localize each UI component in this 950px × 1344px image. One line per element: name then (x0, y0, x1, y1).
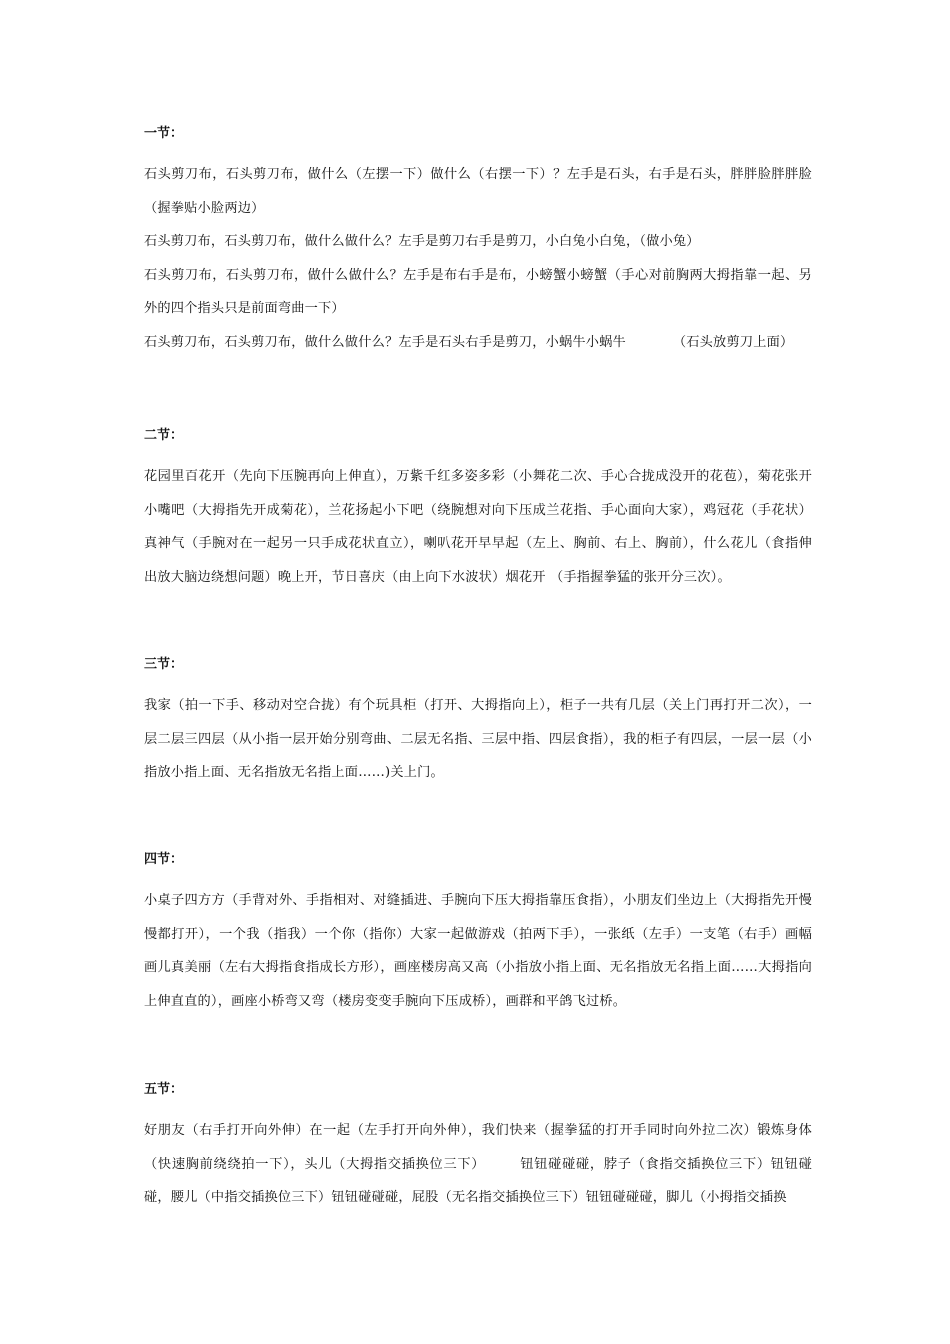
section-paragraph: 小桌子四方方（手背对外、手指相对、对缝插进、手腕向下压大拇指靠压食指），小朋友们坐边上（大拇指先开慢慢都打开），一个我（指我）一个你（指你）大家一起做游戏（拍两下手），一张纸（左手）一支笔（右手）画幅画儿真美丽（左右大拇指食指成长方形），画座楼房高又高（小指放小指上面、无名指放无名指上面……大拇指向上伸直直的），画座小桥弯又弯（楼房变变手腕向下压成桥），画群和平鸽飞过桥。 (144, 893, 812, 1009)
section-5 (144, 1080, 812, 1215)
section-heading: 二节： (144, 428, 184, 443)
section-paragraph: 我家（拍一下手、移动对空合拢）有个玩具柜（打开、大拇指向上），柜子一共有几层（关上门再打开二次），一层二层三四层（从小指一层开始分别弯曲、二层无名指、三层中指、四层食指），我的柜子有四层，一层一层（小指放小指上面、无名指放无名指上面……)关上门。 (144, 698, 812, 780)
document-body (144, 124, 812, 1205)
section-paragraph: 石头剪刀布，石头剪刀布，做什么（左摆一下）做什么（右摆一下）？左手是石头，右手是石头，胖胖脸胖胖脸（握拳贴小脸两边） (144, 167, 812, 216)
section-paragraph: 花园里百花开（先向下压腕再向上伸直），万紫千红多姿多彩（小舞花二次、手心合拢成没开的花苞），菊花张开小嘴吧（大拇指先开成菊花），兰花扬起小下吧（绕腕想对向下压成兰花指、手心面向大家），鸡冠花（手花状）真神气（手腕对在一起另一只手成花状直立），喇叭花开早早起（左上、胸前、右上、胸前），什么花儿（食指伸出放大脑边绕想问题）晚上开，节日喜庆（由上向下水波状）烟花开 （手指握拳猛的张开分三次）。 (144, 469, 812, 585)
section-paragraph: 石头剪刀布，石头剪刀布，做什么做什么？左手是布右手是布，小螃蟹小螃蟹（手心对前胸两大拇指靠一起、另外的四个指头只是前面弯曲一下） (144, 267, 812, 316)
section-heading: 三节： (144, 657, 184, 672)
section-paragraph: 石头剪刀布，石头剪刀布，做什么做什么？左手是石头右手是剪刀，小蜗牛小蜗牛 （石头放剪刀上面） (144, 334, 794, 350)
section-3 (144, 655, 812, 790)
section-heading: 五节： (144, 1082, 184, 1097)
section-4 (144, 850, 812, 1018)
section-2 (144, 426, 812, 594)
section-heading: 一节： (144, 126, 184, 141)
section-heading: 四节： (144, 852, 184, 867)
section-1 (144, 124, 812, 359)
section-paragraph: 好朋友（右手打开向外伸）在一起（左手打开向外伸），我们快来（握拳猛的打开手同时向外拉二次）锻炼身体（快速胸前绕绕拍一下），头儿（大拇指交插换位三下） 钮钮碰碰碰，脖子（食指交插换位三下）钮钮碰碰，腰儿（中指交插换位三下）钮钮碰碰碰，屁股（无名指交插换位三下）钮钮碰碰碰，脚儿（小拇指交插换 (144, 1123, 812, 1205)
section-paragraph: 石头剪刀布，石头剪刀布，做什么做什么？左手是剪刀右手是剪刀，小白兔小白兔，（做小兔） (144, 234, 700, 249)
